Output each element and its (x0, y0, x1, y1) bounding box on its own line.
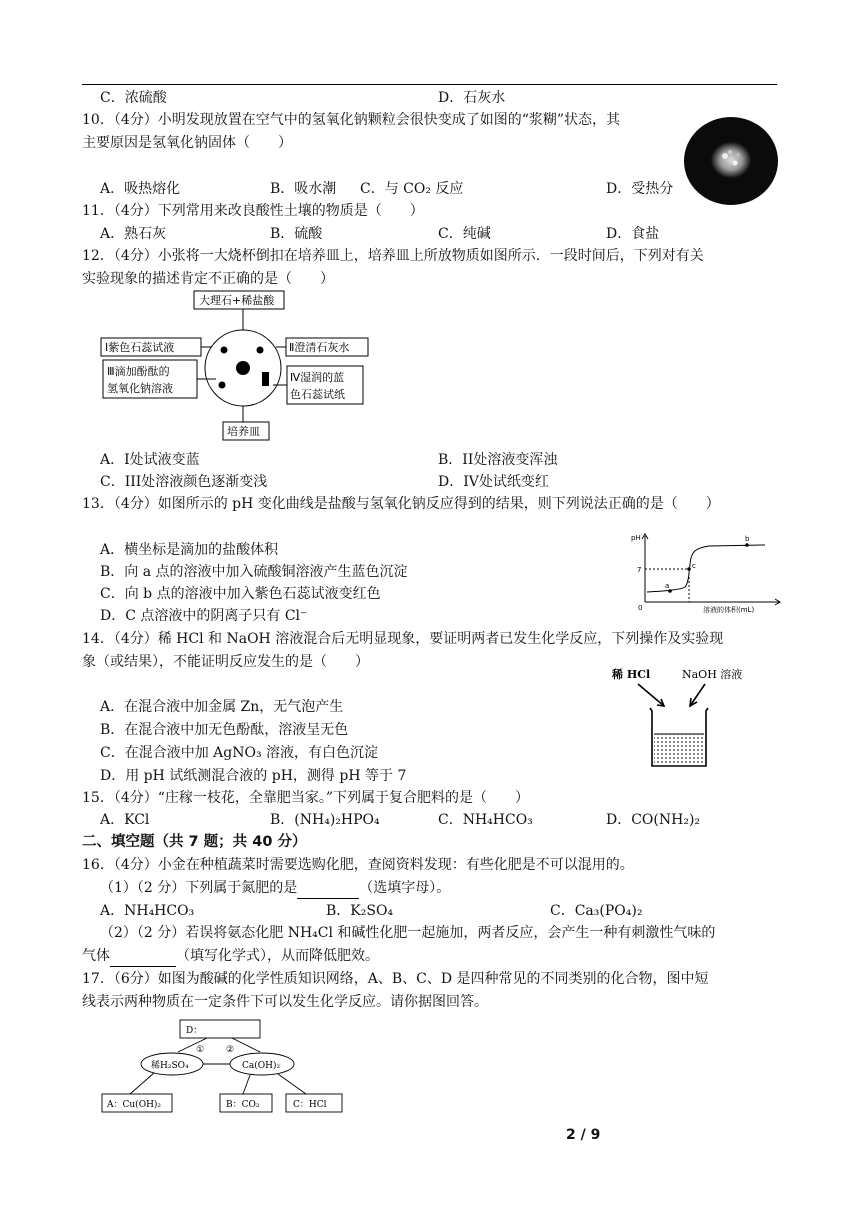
q15-option-d: D．CO(NH₂)₂ (606, 812, 701, 828)
q12-stem-cont: 实验现象的描述肯定不正确的是（ ） (82, 271, 334, 287)
node-base-label: Ca(OH)₂ (242, 1061, 281, 1071)
naoh-paste-photo (683, 116, 779, 206)
q16-part1-suffix: （选填字母）。 (359, 880, 451, 896)
q16-part1 (100, 878, 450, 899)
q12-option-c: C．III处溶液颜色逐渐变浅 (100, 474, 268, 490)
q15-option-a: A．KCl (100, 812, 150, 828)
q16-part1-text: （1）（2 分）下列属于氮肥的是 (100, 880, 298, 896)
q11-stem: 11．（4分）下列常用来改良酸性土壤的物质是（ ） (82, 203, 424, 219)
q12-option-d: D．IV处试纸变红 (438, 474, 549, 490)
q16-option-a: A．NH₄HCO₃ (100, 903, 195, 919)
q12-option-b: B．II处溶液变浑浊 (438, 452, 558, 468)
node-c-label: C：HCl (293, 1100, 327, 1110)
q14-option-d: D．用 pH 试纸测混合液的 pH，测得 pH 等于 7 (100, 768, 407, 784)
fig-label-4a: Ⅳ湿润的蓝 (290, 371, 345, 384)
q14-option-b: B．在混合液中加无色酚酞，溶液呈无色 (100, 722, 349, 738)
node-d-label: D： (186, 1026, 203, 1036)
q16-part2-text: 气体 (82, 948, 110, 964)
q16-option-c: C．Ca₃(PO₄)₂ (550, 903, 643, 919)
q16-answer-blank-1[interactable] (297, 878, 359, 899)
q11-option-d: D．食盐 (606, 226, 660, 242)
q14-option-c: C．在混合液中加 AgNO₃ 溶液，有白色沉淀 (100, 745, 379, 761)
node-b-label: B：CO₂ (226, 1100, 260, 1110)
q10-stem: 10．（4分）小明发现放置在空气中的氢氧化钠颗粒会很快变成了如图的“浆糊”状态，其 (82, 112, 621, 128)
q9-option-c: C．浓硫酸 (100, 90, 167, 106)
fig-label-3b: 氢氧化钠溶液 (107, 382, 173, 395)
point-a-label: a (665, 582, 670, 590)
q11-option-b: B．硫酸 (270, 226, 323, 242)
q15-stem: 15．（4分）“庄稼一枝花，全靠肥当家。”下列属于复合肥料的是（ ） (82, 790, 530, 806)
q10-option-c: C．与 CO₂ 反应 (360, 181, 464, 197)
q10-option-d: D．受热分 (606, 181, 674, 197)
q15-option-c: C．NH₄HCO₃ (438, 812, 533, 828)
header-rule (82, 84, 777, 85)
q13-option-a: A．横坐标是滴加的盐酸体积 (100, 542, 279, 558)
q9-option-d: D．石灰水 (438, 90, 506, 106)
q16-part2: （2）（2 分）若误将氨态化肥 NH₄Cl 和碱性化肥一起施加，两者反应，会产生一种有刺激性气味的 (100, 925, 716, 941)
q12-stem: 12．（4分）小张将一大烧杯倒扣在培养皿上，培养皿上所放物质如图所示．一段时间后，下列对有关 (82, 248, 704, 264)
q12-option-a: A．I处试液变蓝 (100, 452, 200, 468)
link-2-label: ② (226, 1045, 235, 1055)
q13-stem: 13．（4分）如图所示的 pH 变化曲线是盐酸与氢氧化钠反应得到的结果，则下列说法正确的是（ ） (82, 496, 720, 512)
q11-option-a: A．熟石灰 (100, 226, 167, 242)
node-acid-label: 稀H₂SO₄ (151, 1061, 189, 1071)
acid-base-network-diagram (100, 1018, 350, 1116)
fig-label-3a: Ⅲ滴加酚酞的 (107, 365, 170, 378)
q10-option-a: A．吸热熔化 (100, 181, 181, 197)
q14-stem: 14．（4分）稀 HCl 和 NaOH 溶液混合后无明显现象，要证明两者已发生化学反应，下列操作及实验现 (82, 631, 724, 647)
q14-stem-cont: 象（或结果），不能证明反应发生的是（ ） (82, 654, 369, 670)
q16-part2-suffix: （填写化学式），从而降低肥效。 (176, 948, 379, 964)
fig-label-1: Ⅰ紫色石蕊试液 (105, 341, 175, 354)
q16-answer-blank-2[interactable] (110, 946, 176, 967)
q16-stem: 16．（4分）小金在种植蔬菜时需要选购化肥，查阅资料发现：有些化肥是不可以混用的。 (82, 857, 634, 873)
point-b-label: b (745, 535, 750, 543)
beaker-right-label: NaOH 溶液 (682, 668, 743, 681)
ph-x-axis-label: 溶液的体积(mL) (703, 606, 755, 614)
beaker-figure (608, 664, 758, 774)
q13-option-d: D．C 点溶液中的阴离子只有 Cl⁻ (100, 608, 308, 624)
ph-axis-label: pH (631, 534, 641, 542)
point-c-label: c (692, 562, 696, 570)
q15-option-b: B．(NH₄)₂HPO₄ (270, 812, 380, 828)
link-1-label: ① (196, 1045, 205, 1055)
ph-curve-figure (625, 530, 785, 616)
section-heading: 二、填空题（共 7 题；共 40 分） (82, 834, 307, 850)
page-number: 2 / 9 (566, 1127, 601, 1143)
fig-label-4b: 色石蕊试纸 (290, 388, 345, 401)
q17-stem: 17．（6分）如图为酸碱的化学性质知识网络，A、B、C、D 是四种常见的不同类别的化合物，图中短 (82, 971, 709, 987)
q10-option-b: B．吸水潮 (270, 181, 337, 197)
beaker-left-label: 稀 HCl (612, 668, 651, 681)
q16-part2-cont (82, 946, 379, 967)
fig-top-label: 大理石+稀盐酸 (199, 294, 275, 307)
q10-stem-cont: 主要原因是氢氧化钠固体（ ） (82, 135, 292, 151)
petri-dish-diagram (100, 290, 370, 445)
q13-option-b: B．向 a 点的溶液中加入硫酸铜溶液产生蓝色沉淀 (100, 564, 408, 580)
ph-origin-label: 0 (638, 604, 643, 612)
fig-label-2: Ⅱ澄清石灰水 (289, 341, 350, 354)
q13-option-c: C．向 b 点的溶液中加入紫色石蕊试液变红色 (100, 586, 381, 602)
q16-option-b: B．K₂SO₄ (326, 903, 394, 919)
node-a-label: A：Cu(OH)₂ (107, 1100, 162, 1110)
ph-seven-label: 7 (637, 566, 642, 574)
fig-bottom-label: 培养皿 (227, 425, 260, 438)
q17-stem-cont: 线表示两种物质在一定条件下可以发生化学反应。请你据图回答。 (82, 994, 488, 1010)
q11-option-c: C．纯碱 (438, 226, 491, 242)
q14-option-a: A．在混合液中加金属 Zn，无气泡产生 (100, 699, 344, 715)
